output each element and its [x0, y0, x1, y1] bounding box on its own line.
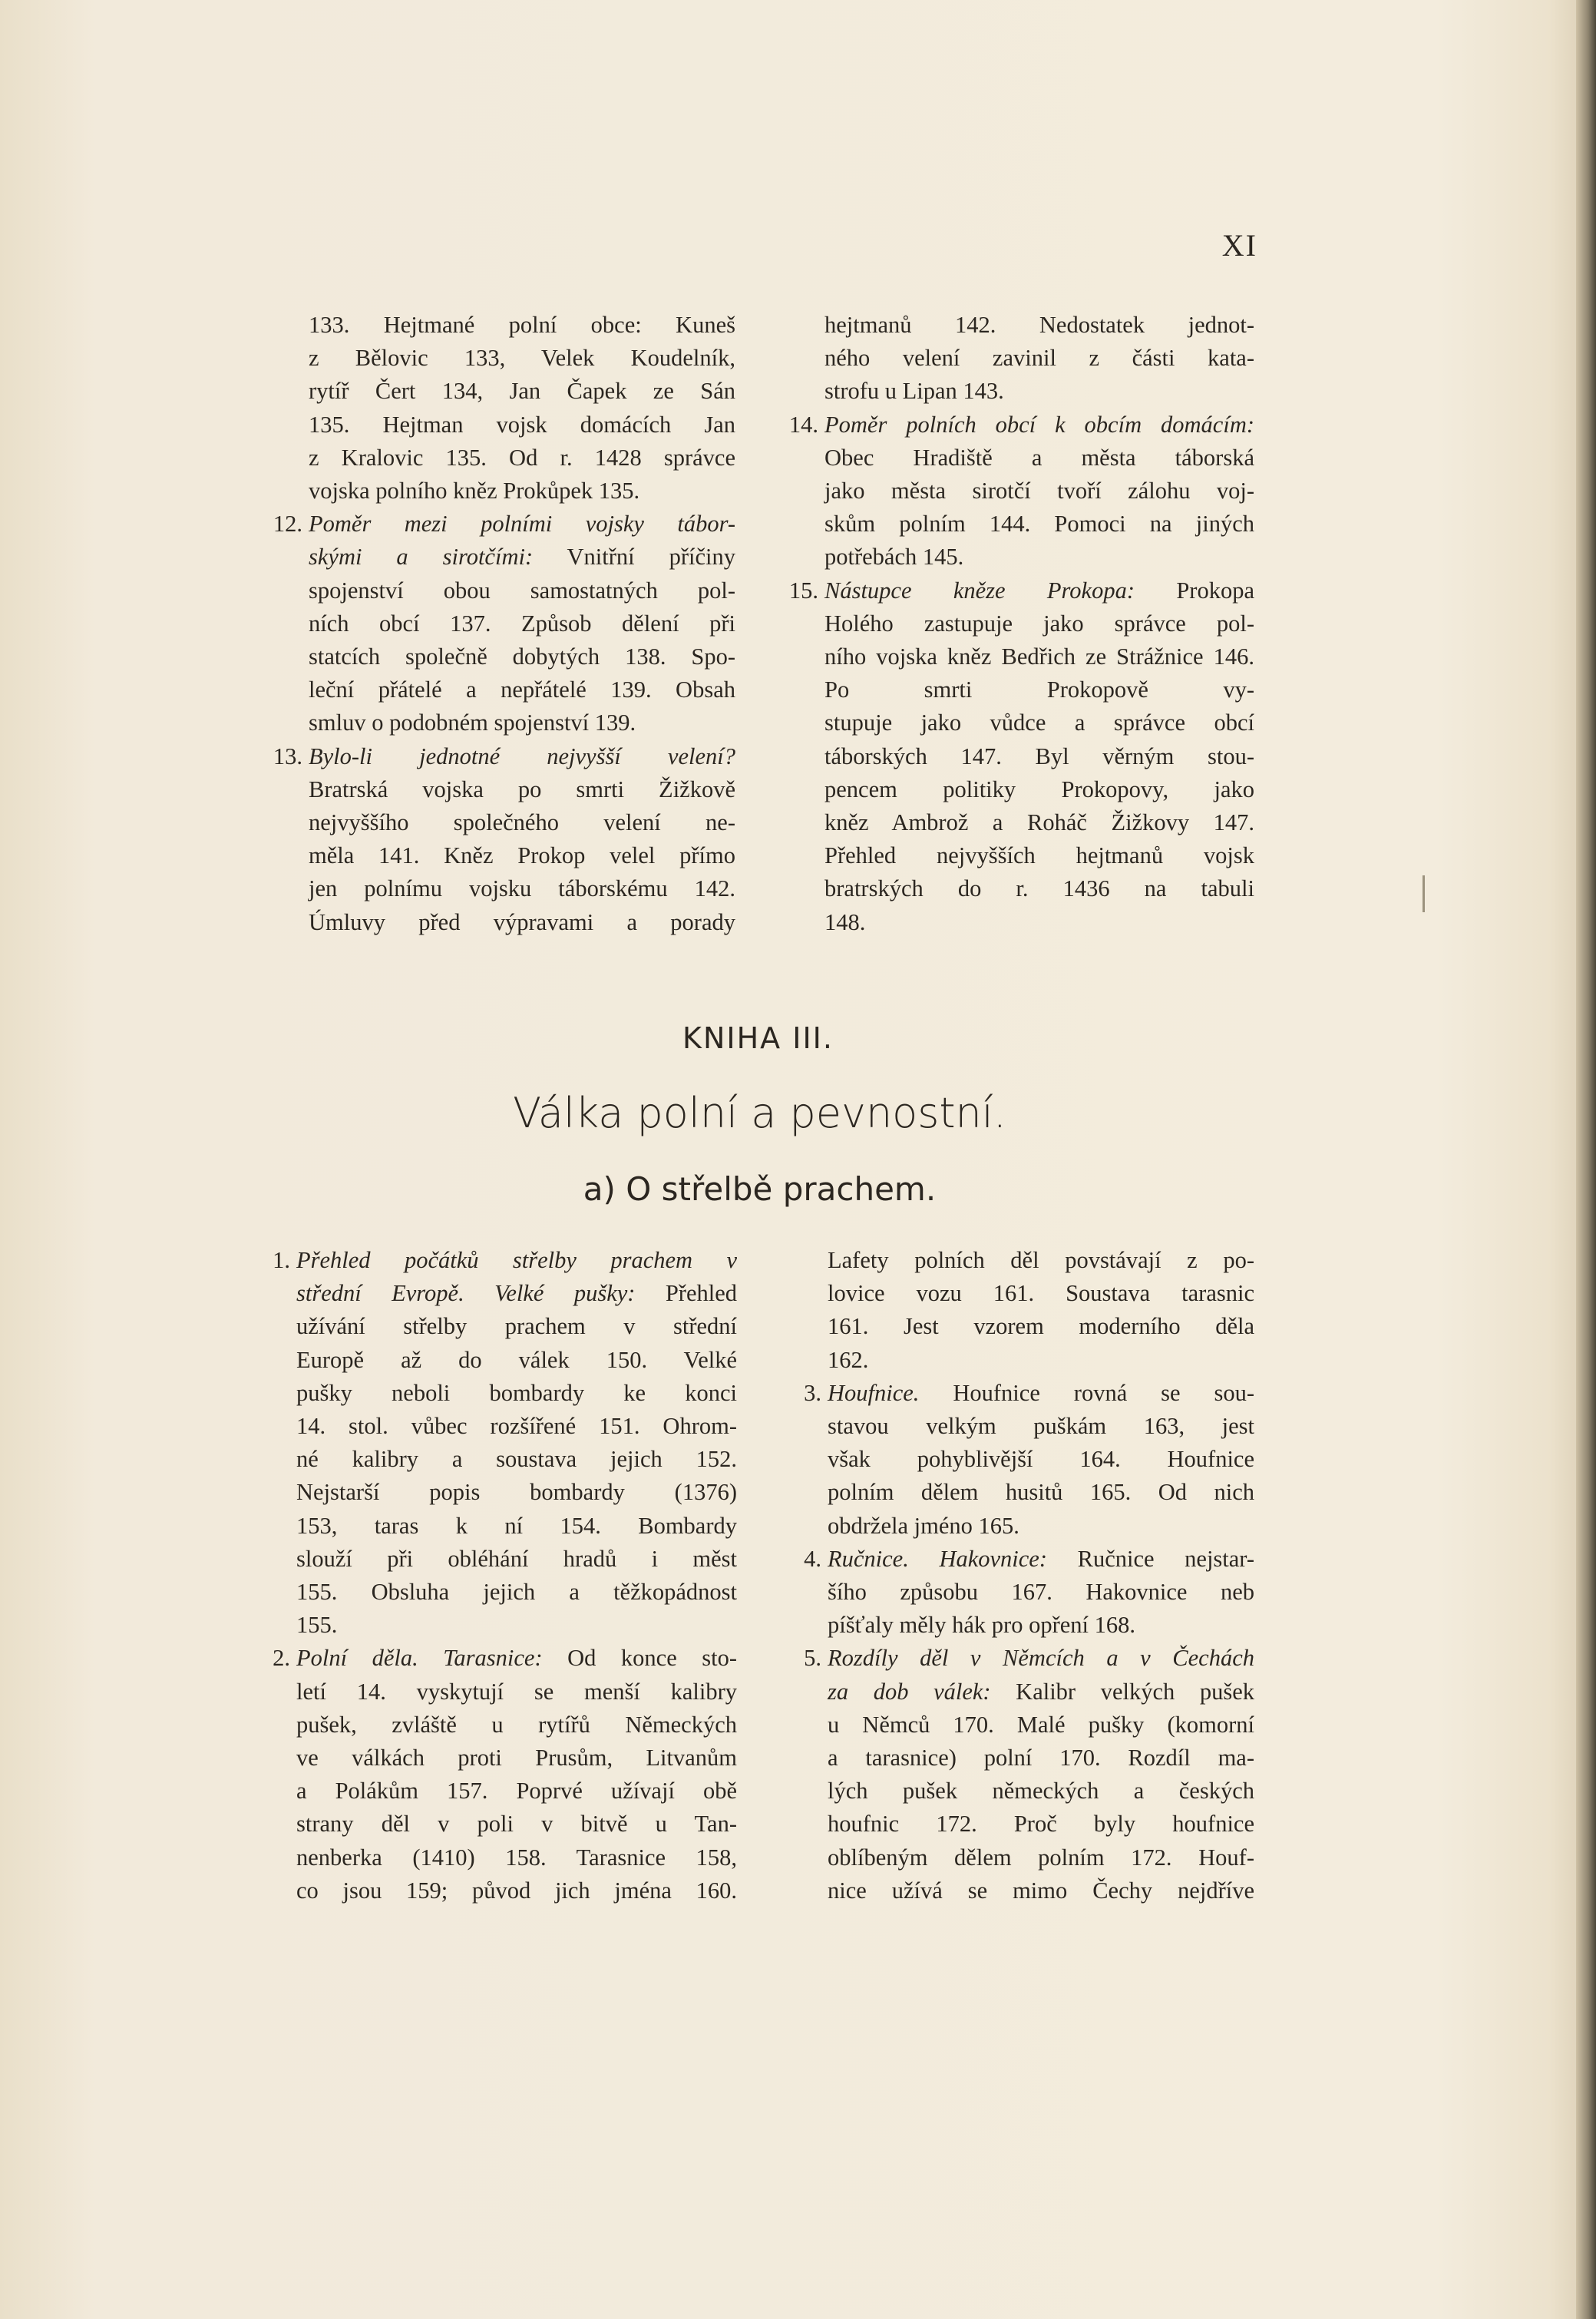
- text-line: [828, 1543, 1254, 1576]
- text-line: ních obcí 137. Způsob dělení při: [309, 610, 735, 637]
- text-line: stupuje jako vůdce a správce obcí: [824, 710, 1254, 736]
- entry-number: 15.: [788, 577, 818, 604]
- entry-number: 5.: [804, 1645, 821, 1672]
- toc-bottom-left-column: [273, 1244, 738, 1907]
- text-line: strofu u Lipan 143.: [824, 378, 1004, 405]
- text-line: ve válkách proti Prusům, Litvanům: [296, 1745, 737, 1772]
- text-line: Přehled: [665, 1280, 738, 1307]
- entry-title: Polní děla. Tarasnice:: [296, 1645, 543, 1672]
- text-line: Houfnice rovná se sou-: [953, 1379, 1255, 1406]
- text-line: a Polákům 157. Poprvé užívají obě: [296, 1778, 737, 1805]
- text-line: pencem politiky Prokopovy, jako: [824, 776, 1254, 802]
- text-line: vojska polního kněz Prokůpek 135.: [309, 478, 640, 504]
- toc-entry-3: [804, 1377, 1255, 1543]
- entry-title: Houfnice.: [828, 1379, 920, 1406]
- text-line: slouží při obléhání hradů i měst: [296, 1545, 737, 1572]
- entry-title: Poměr polních obcí k obcím domácím:: [824, 411, 1254, 438]
- margin-mark: [1423, 875, 1425, 912]
- text-line: hejtmanů 142. Nedostatek jednot-: [824, 312, 1254, 338]
- entry-number: 3.: [804, 1379, 821, 1406]
- text-line: co jsou 159; původ jich jména 160.: [296, 1877, 737, 1904]
- text-line: [296, 1277, 737, 1310]
- text-line: kněz Ambrož a Roháč Žižkovy 147.: [824, 809, 1254, 836]
- text-line: z Kralovic 135. Od r. 1428 správce: [309, 444, 735, 471]
- toc-entry-15: [788, 574, 1254, 939]
- text-line: 153, taras k ní 154. Bombardy: [296, 1512, 737, 1539]
- text-line: 133. Hejtmané polní obce: Kuneš: [309, 312, 735, 338]
- text-line: 148.: [824, 908, 866, 935]
- toc-entry-2: [273, 1642, 738, 1907]
- text-line: u Němců 170. Malé pušky (komorní: [828, 1711, 1254, 1738]
- text-line: nejvyššího společného velení ne-: [309, 809, 735, 836]
- text-line: 162.: [828, 1346, 869, 1373]
- entry-title: skými a sirotčími:: [309, 544, 534, 571]
- entry-number: 14.: [788, 411, 818, 438]
- text-line: stavou velkým puškám 163, jest: [828, 1413, 1254, 1440]
- text-line: jako města sirotčí tvoří zálohu voj-: [824, 478, 1254, 504]
- text-line: z Bělovic 133, Velek Koudelník,: [309, 345, 735, 372]
- text-line: Úmluvy před výpravami a porady: [309, 908, 735, 935]
- text-line: nenberka (1410) 158. Tarasnice 158,: [296, 1844, 737, 1871]
- text-line: pušky neboli bombardy ke konci: [296, 1379, 737, 1406]
- toc-top-left-column: [273, 309, 735, 939]
- entry-number: 12.: [273, 511, 302, 538]
- entry-title: Rozdíly děl v Němcích a v Čechách: [828, 1645, 1254, 1672]
- text-line: Po smrti Prokopově vy-: [824, 677, 1254, 703]
- text-line: užívání střelby prachem v střední: [296, 1313, 737, 1340]
- text-line: a tarasnice) polní 170. Rozdíl ma-: [828, 1745, 1254, 1772]
- toc-entry-5: [804, 1642, 1254, 1907]
- page-number: XI: [1221, 228, 1257, 263]
- text-line: však pohyblivější 164. Houfnice: [828, 1446, 1254, 1473]
- book-title: KNIHA III.: [682, 1021, 834, 1055]
- text-line: šího způsobu 167. Hakovnice neb: [828, 1579, 1254, 1606]
- text-line: Holého zastupuje jako správce pol-: [824, 610, 1254, 637]
- page-edge: [1576, 0, 1596, 2319]
- entry-number: 1.: [273, 1247, 290, 1273]
- entry-title: za dob válek:: [828, 1678, 991, 1705]
- text-line: né kalibry a soustava jejich 152.: [296, 1446, 737, 1473]
- section-title: a) O střelbě prachem.: [583, 1170, 937, 1208]
- entry-title: Přehled počátků střelby prachem v: [296, 1247, 737, 1273]
- text-line: [309, 541, 735, 574]
- toc-entry-13: [273, 740, 735, 939]
- toc-entry-14: [788, 409, 1254, 574]
- text-line: [824, 574, 1254, 607]
- toc-entry-11-continued: [309, 309, 735, 508]
- text-line: Obec Hradiště a města táborská: [824, 444, 1254, 471]
- main-title: Válka polní a pevnostní.: [513, 1089, 1006, 1137]
- entry-title: střední Evropě. Velké pušky:: [296, 1280, 636, 1307]
- text-line: spojenství obou samostatných pol-: [309, 577, 735, 604]
- text-line: ního vojska kněz Bedřich ze Strážnice 146.: [824, 643, 1254, 670]
- text-line: táborských 147. Byl věrným stou-: [824, 743, 1254, 769]
- text-line: oblíbeným dělem polním 172. Houf-: [828, 1844, 1254, 1871]
- text-line: letí 14. vyskytují se menší kalibry: [296, 1678, 737, 1705]
- toc-entry-2-continued: [828, 1244, 1254, 1377]
- text-line: nice užívá se mimo Čechy nejdříve: [828, 1877, 1254, 1904]
- text-line: leční přátelé a nepřátelé 139. Obsah: [309, 677, 735, 703]
- entry-number: 2.: [273, 1645, 290, 1672]
- toc-bottom-right-column: [804, 1244, 1255, 1907]
- text-line: měla 141. Kněz Prokop velel přímo: [309, 842, 735, 869]
- text-line: Od konce sto-: [567, 1645, 738, 1672]
- text-line: 14. stol. vůbec rozšířené 151. Ohrom-: [296, 1413, 737, 1440]
- text-line: jen polnímu vojsku táborskému 142.: [309, 875, 735, 902]
- text-line: potřebách 145.: [824, 544, 964, 571]
- text-line: 161. Jest vzorem moderního děla: [828, 1313, 1254, 1340]
- toc-entry-12: [273, 508, 735, 739]
- entry-number: 13.: [273, 743, 302, 769]
- toc-top-right-column: [788, 309, 1254, 939]
- entry-title: Ručnice. Hakovnice:: [828, 1545, 1048, 1572]
- toc-entry-4: [804, 1543, 1255, 1642]
- text-line: [296, 1642, 737, 1675]
- entry-title: Poměr mezi polními vojsky tábor-: [309, 511, 735, 538]
- text-line: polním dělem husitů 165. Od nich: [828, 1479, 1254, 1506]
- text-line: bratrských do r. 1436 na tabuli: [824, 875, 1254, 902]
- text-line: lovice vozu 161. Soustava tarasnic: [828, 1280, 1254, 1307]
- text-line: rytíř Čert 134, Jan Čapek ze Sán: [309, 378, 735, 405]
- text-line: houfnic 172. Proč byly houfnice: [828, 1811, 1254, 1838]
- text-line: lých pušek německých a českých: [828, 1778, 1254, 1805]
- text-line: 155.: [296, 1612, 338, 1639]
- entry-title: Bylo-li jednotné nejvyšší velení?: [309, 743, 735, 769]
- text-line: skům polním 144. Pomoci na jiných: [824, 511, 1254, 538]
- entry-title: Nástupce kněze Prokopa:: [824, 577, 1135, 604]
- toc-entry-1: [273, 1244, 738, 1642]
- text-line: Vnitřní příčiny: [567, 544, 735, 571]
- text-line: ného velení zavinil z části kata-: [824, 345, 1254, 372]
- text-line: Kalibr velkých pušek: [1016, 1678, 1254, 1705]
- text-line: Ručnice nejstar-: [1077, 1545, 1255, 1572]
- text-line: 155. Obsluha jejich a těžkopádnost: [296, 1579, 737, 1606]
- text-line: smluv o podobném spojenství 139.: [309, 710, 636, 736]
- text-line: obdržela jméno 165.: [828, 1512, 1019, 1539]
- text-line: Přehled nejvyšších hejtmanů vojsk: [824, 842, 1254, 869]
- text-line: Nejstarší popis bombardy (1376): [296, 1479, 737, 1506]
- text-line: [828, 1377, 1254, 1410]
- text-line: pušek, zvláště u rytířů Německých: [296, 1711, 737, 1738]
- text-line: píšťaly měly hák pro opření 168.: [828, 1612, 1135, 1639]
- text-line: Bratrská vojska po smrti Žižkově: [309, 776, 735, 802]
- text-line: statcích společně dobytých 138. Spo-: [309, 643, 735, 670]
- text-line: Europě až do válek 150. Velké: [296, 1346, 737, 1373]
- text-line: [828, 1676, 1254, 1709]
- text-line: Prokopa: [1176, 577, 1254, 604]
- toc-entry-13-continued: [824, 309, 1254, 409]
- entry-number: 4.: [804, 1545, 821, 1572]
- text-line: Lafety polních děl povstávají z po-: [828, 1247, 1254, 1273]
- text-line: 135. Hejtman vojsk domácích Jan: [309, 411, 735, 438]
- text-line: strany děl v poli v bitvě u Tan-: [296, 1811, 737, 1838]
